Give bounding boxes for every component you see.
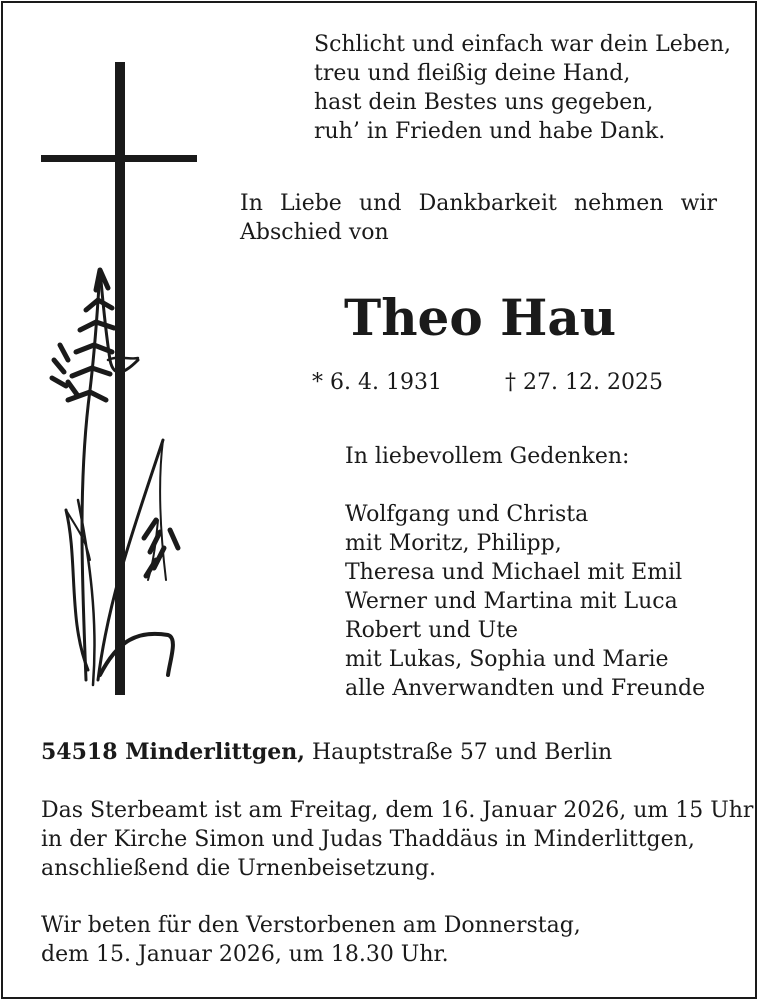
address-street: Hauptstraße 57 und Berlin [304,740,613,765]
poem-line: treu und fleißig deine Hand, [314,61,631,86]
memorial-heading: In liebevollem Gedenken: [345,444,630,469]
poem-line: ruh’ in Frieden und habe Dank. [314,119,666,144]
intro-text: In Liebe und Dankbarkeit nehmen wir Abschied von [240,191,717,245]
address-place: 54518 Minderlittgen, [41,739,305,765]
mourner-line: mit Lukas, Sophia und Marie [345,647,669,672]
poem [314,30,731,146]
address [41,738,612,767]
service-info [41,796,753,883]
mourner-line: Robert und Ute [345,618,519,643]
poem-line: hast dein Bestes uns gegeben, [314,90,654,115]
prayer-line: dem 15. Januar 2026, um 18.30 Uhr. [41,942,449,967]
deceased-name: Theo Hau [344,288,617,347]
service-line: in der Kirche Simon und Judas Thaddäus in Minderlittgen, [41,827,695,852]
service-line: anschließend die Urnenbeisetzung. [41,856,436,881]
prayer-info [41,911,581,969]
death-date: † 27. 12. 2025 [505,370,663,395]
poem-line: Schlicht und einfach war dein Leben, [314,32,731,57]
mourner-line: mit Moritz, Philipp, [345,531,562,556]
mourners-list [345,500,705,703]
cross-with-grass-icon [38,60,203,700]
mourner-line: Wolfgang und Christa [345,502,589,527]
mourner-line: Theresa und Michael mit Emil [345,560,683,585]
birth-date: * 6. 4. 1931 [312,370,442,395]
service-line: Das Sterbeamt ist am Freitag, dem 16. Januar 2026, um 15 Uhr [41,798,754,823]
mourner-line: alle Anverwandten und Freunde [345,676,706,701]
mourner-line: Werner und Martina mit Luca [345,589,678,614]
cross-icon [41,62,197,695]
prayer-line: Wir beten für den Verstorbenen am Donnerstag, [41,913,581,938]
